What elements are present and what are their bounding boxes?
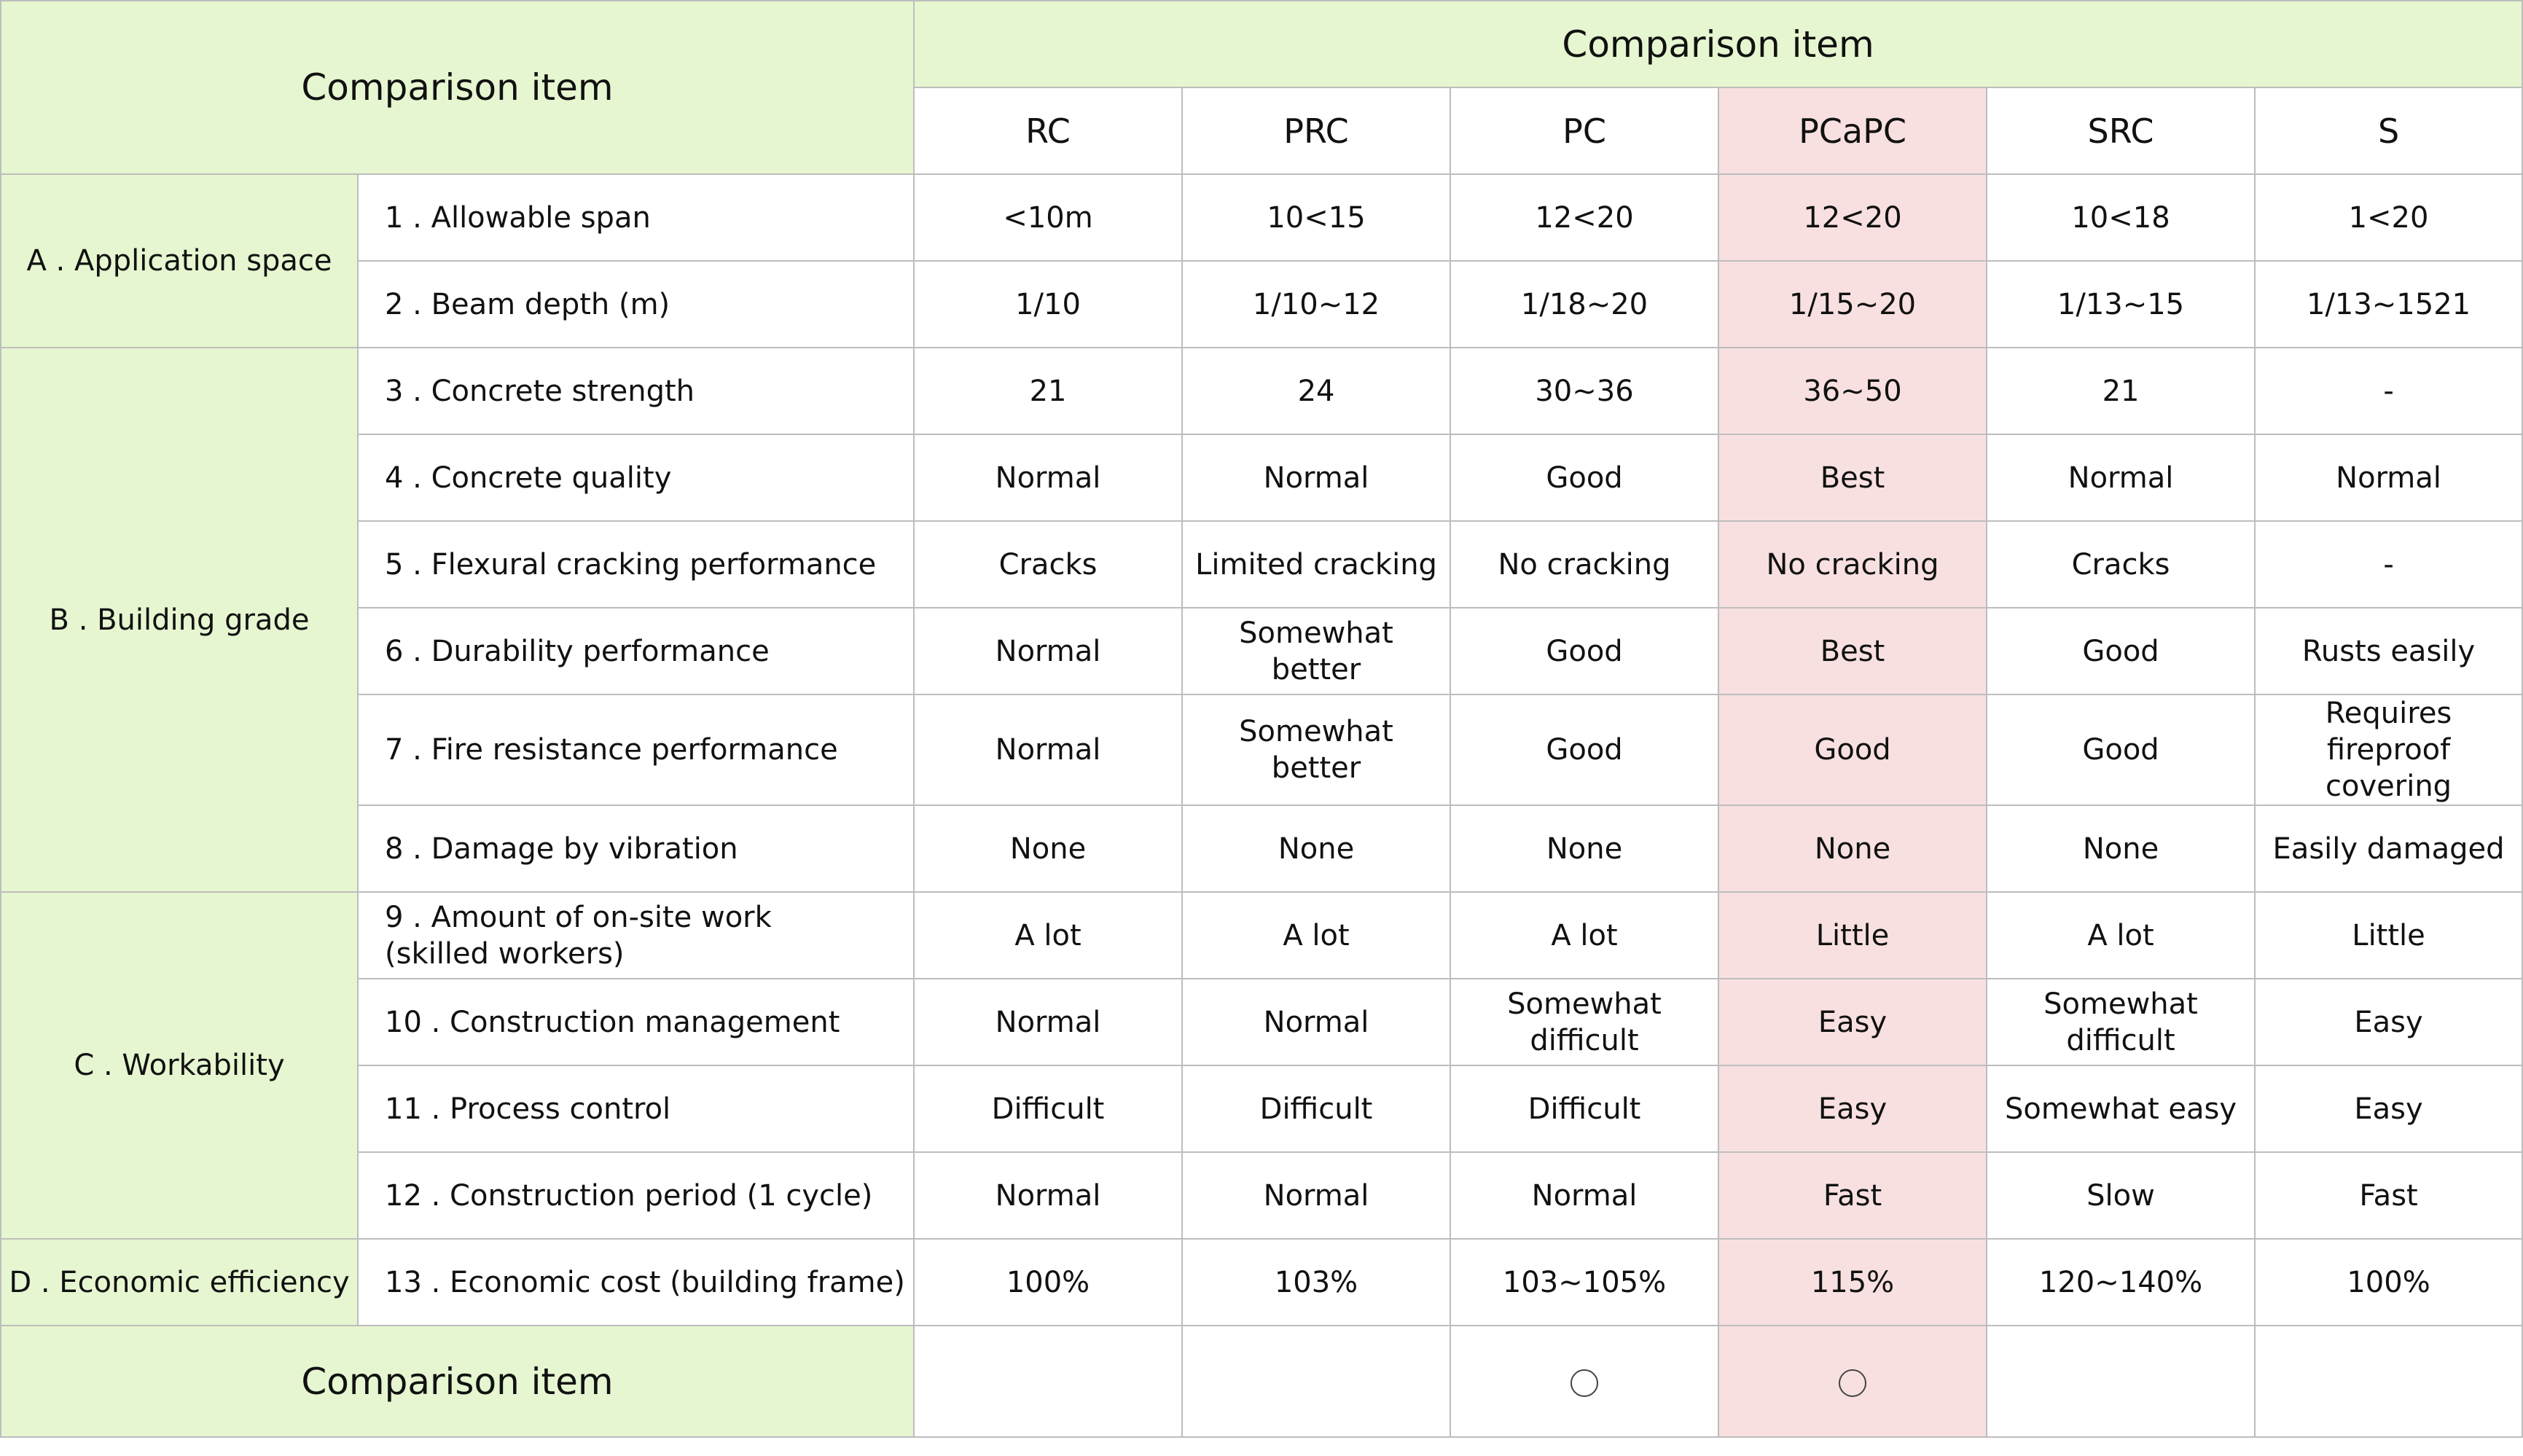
value-cell-prc: Normal [1182, 979, 1450, 1065]
value-cell-pc: No cracking [1450, 521, 1718, 608]
value-cell-pc: 1/18~20 [1450, 261, 1718, 348]
table-row [1, 805, 2522, 892]
table-row [1, 892, 2522, 979]
value-cell-s: Easy [2255, 979, 2522, 1065]
footer-row [1, 1326, 2522, 1437]
value-cell-pc: 103~105% [1450, 1239, 1718, 1326]
header-top-label: Comparison item [914, 1, 2522, 87]
value-cell-pcapc: No cracking [1718, 521, 1987, 608]
value-cell-pcapc: Easy [1718, 979, 1987, 1065]
value-cell-rc: A lot [914, 892, 1182, 979]
value-cell-s: Rusts easily [2255, 608, 2522, 694]
value-cell-rc: 21 [914, 348, 1182, 434]
value-cell-pcapc: Little [1718, 892, 1987, 979]
value-cell-pc: None [1450, 805, 1718, 892]
value-cell-src: None [1987, 805, 2255, 892]
value-cell-s: Little [2255, 892, 2522, 979]
value-cell-prc: Normal [1182, 1152, 1450, 1239]
item-label: 10 . Construction management [358, 979, 914, 1065]
value-cell-pcapc: Good [1718, 694, 1987, 805]
value-cell-s: Normal [2255, 434, 2522, 521]
value-cell-prc: A lot [1182, 892, 1450, 979]
value-cell-s: - [2255, 348, 2522, 434]
value-cell-prc: Somewhat better [1182, 608, 1450, 694]
value-cell-rc: Cracks [914, 521, 1182, 608]
value-cell-prc: Difficult [1182, 1065, 1450, 1152]
value-cell-src: 21 [1987, 348, 2255, 434]
value-cell-src: Cracks [1987, 521, 2255, 608]
value-cell-s: 1<20 [2255, 174, 2522, 261]
table-row [1, 434, 2522, 521]
header-left-label: Comparison item [1, 1, 914, 174]
table-row [1, 521, 2522, 608]
item-label: 5 . Flexural cracking performance [358, 521, 914, 608]
value-cell-rc: Normal [914, 608, 1182, 694]
value-cell-src: 1/13~15 [1987, 261, 2255, 348]
category-label: D . Economic efficiency [1, 1239, 358, 1326]
value-cell-prc: 103% [1182, 1239, 1450, 1326]
footer-mark-cell-src [1987, 1326, 2255, 1437]
value-cell-src: A lot [1987, 892, 2255, 979]
item-label: 3 . Concrete strength [358, 348, 914, 434]
value-cell-prc: 24 [1182, 348, 1450, 434]
value-cell-pc: Good [1450, 694, 1718, 805]
footer-label: Comparison item [1, 1326, 914, 1437]
item-label: 11 . Process control [358, 1065, 914, 1152]
value-cell-prc: 1/10~12 [1182, 261, 1450, 348]
value-cell-pc: 12<20 [1450, 174, 1718, 261]
item-label: 13 . Economic cost (building frame) [358, 1239, 914, 1326]
value-cell-rc: Normal [914, 694, 1182, 805]
item-label: 8 . Damage by vibration [358, 805, 914, 892]
table-row [1, 694, 2522, 805]
table-row [1, 174, 2522, 261]
value-cell-rc: Normal [914, 1152, 1182, 1239]
footer-mark-cell-pc [1450, 1326, 1718, 1437]
table-row [1, 1152, 2522, 1239]
value-cell-rc: 1/10 [914, 261, 1182, 348]
value-cell-s: Easily damaged [2255, 805, 2522, 892]
category-label: C . Workability [1, 892, 358, 1239]
value-cell-src: 10<18 [1987, 174, 2255, 261]
circle-mark-icon [1839, 1369, 1866, 1397]
item-label: 12 . Construction period (1 cycle) [358, 1152, 914, 1239]
column-header-pc: PC [1450, 87, 1718, 174]
value-cell-pcapc: Best [1718, 608, 1987, 694]
circle-mark-icon [1570, 1369, 1598, 1397]
value-cell-s: Requires fireproof covering [2255, 694, 2522, 805]
value-cell-src: Good [1987, 608, 2255, 694]
value-cell-pcapc: Easy [1718, 1065, 1987, 1152]
footer-mark-cell-pcapc [1718, 1326, 1987, 1437]
value-cell-rc: None [914, 805, 1182, 892]
value-cell-src: Somewhat difficult [1987, 979, 2255, 1065]
value-cell-s: Easy [2255, 1065, 2522, 1152]
value-cell-pc: Good [1450, 434, 1718, 521]
value-cell-pc: Good [1450, 608, 1718, 694]
table-row [1, 608, 2522, 694]
table-row [1, 348, 2522, 434]
value-cell-rc: <10m [914, 174, 1182, 261]
footer-mark-cell-s [2255, 1326, 2522, 1437]
value-cell-pc: Difficult [1450, 1065, 1718, 1152]
value-cell-pc: A lot [1450, 892, 1718, 979]
value-cell-s: 100% [2255, 1239, 2522, 1326]
value-cell-src: Normal [1987, 434, 2255, 521]
value-cell-pcapc: 12<20 [1718, 174, 1987, 261]
value-cell-pc: Normal [1450, 1152, 1718, 1239]
item-label: 7 . Fire resistance performance [358, 694, 914, 805]
value-cell-src: Good [1987, 694, 2255, 805]
item-label: 1 . Allowable span [358, 174, 914, 261]
column-header-pcapc: PCaPC [1718, 87, 1987, 174]
value-cell-rc: 100% [914, 1239, 1182, 1326]
category-label: B . Building grade [1, 348, 358, 892]
value-cell-s: 1/13~1521 [2255, 261, 2522, 348]
column-header-rc: RC [914, 87, 1182, 174]
table-row [1, 1239, 2522, 1326]
item-label: 4 . Concrete quality [358, 434, 914, 521]
column-header-src: SRC [1987, 87, 2255, 174]
value-cell-s: - [2255, 521, 2522, 608]
value-cell-src: Slow [1987, 1152, 2255, 1239]
value-cell-prc: None [1182, 805, 1450, 892]
value-cell-src: 120~140% [1987, 1239, 2255, 1326]
value-cell-pcapc: Best [1718, 434, 1987, 521]
column-header-s: S [2255, 87, 2522, 174]
value-cell-pcapc: None [1718, 805, 1987, 892]
value-cell-pc: 30~36 [1450, 348, 1718, 434]
value-cell-s: Fast [2255, 1152, 2522, 1239]
footer-mark-cell-rc [914, 1326, 1182, 1437]
value-cell-prc: Somewhat better [1182, 694, 1450, 805]
value-cell-src: Somewhat easy [1987, 1065, 2255, 1152]
value-cell-rc: Difficult [914, 1065, 1182, 1152]
item-label: 2 . Beam depth (m) [358, 261, 914, 348]
table-row [1, 979, 2522, 1065]
value-cell-prc: 10<15 [1182, 174, 1450, 261]
value-cell-pcapc: Fast [1718, 1152, 1987, 1239]
footer-mark-cell-prc [1182, 1326, 1450, 1437]
table-row [1, 1065, 2522, 1152]
value-cell-prc: Normal [1182, 434, 1450, 521]
value-cell-pcapc: 1/15~20 [1718, 261, 1987, 348]
value-cell-pcapc: 115% [1718, 1239, 1987, 1326]
table-row [1, 261, 2522, 348]
value-cell-rc: Normal [914, 979, 1182, 1065]
value-cell-pcapc: 36~50 [1718, 348, 1987, 434]
value-cell-rc: Normal [914, 434, 1182, 521]
category-label: A . Application space [1, 174, 358, 348]
value-cell-prc: Limited cracking [1182, 521, 1450, 608]
item-label: 9 . Amount of on-site work (skilled workers) [358, 892, 914, 979]
value-cell-pc: Somewhat difficult [1450, 979, 1718, 1065]
item-label: 6 . Durability performance [358, 608, 914, 694]
column-header-prc: PRC [1182, 87, 1450, 174]
